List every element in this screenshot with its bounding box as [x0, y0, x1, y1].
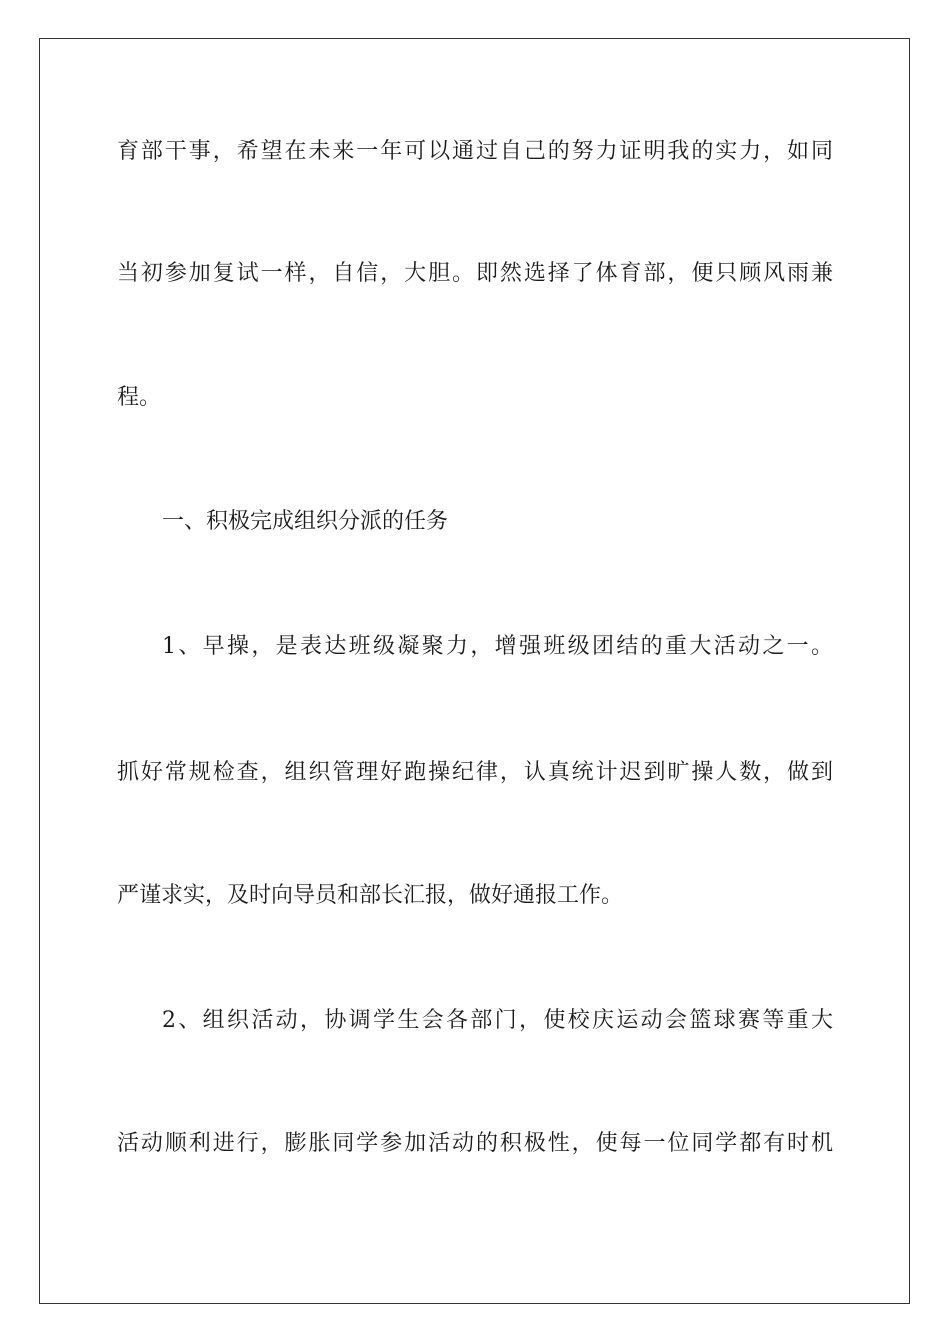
- paragraph-line-5: 1、早操，是表达班级凝聚力，增强班级团结的重大活动之一。: [162, 634, 833, 659]
- page-border: [39, 38, 910, 1304]
- paragraph-line-3: 程。: [117, 385, 162, 410]
- section-heading: 一、积极完成组织分派的任务: [162, 509, 449, 534]
- paragraph-line-9: 活动顺利进行，膨胀同学参加活动的积极性，使每一位同学都有时机: [117, 1131, 833, 1156]
- paragraph-line-6: 抓好常规检查，组织管理好跑操纪律，认真统计迟到旷操人数，做到: [117, 760, 833, 785]
- paragraph-line-2: 当初参加复试一样，自信，大胆。即然选择了体育部，便只顾风雨兼: [117, 261, 833, 286]
- paragraph-line-8: 2、组织活动，协调学生会各部门，使校庆运动会篮球赛等重大: [162, 1008, 833, 1033]
- paragraph-line-7: 严谨求实，及时向导员和部长汇报，做好通报工作。: [117, 883, 624, 908]
- paragraph-line-1: 育部干事，希望在未来一年可以通过自己的努力证明我的实力，如同: [117, 139, 833, 164]
